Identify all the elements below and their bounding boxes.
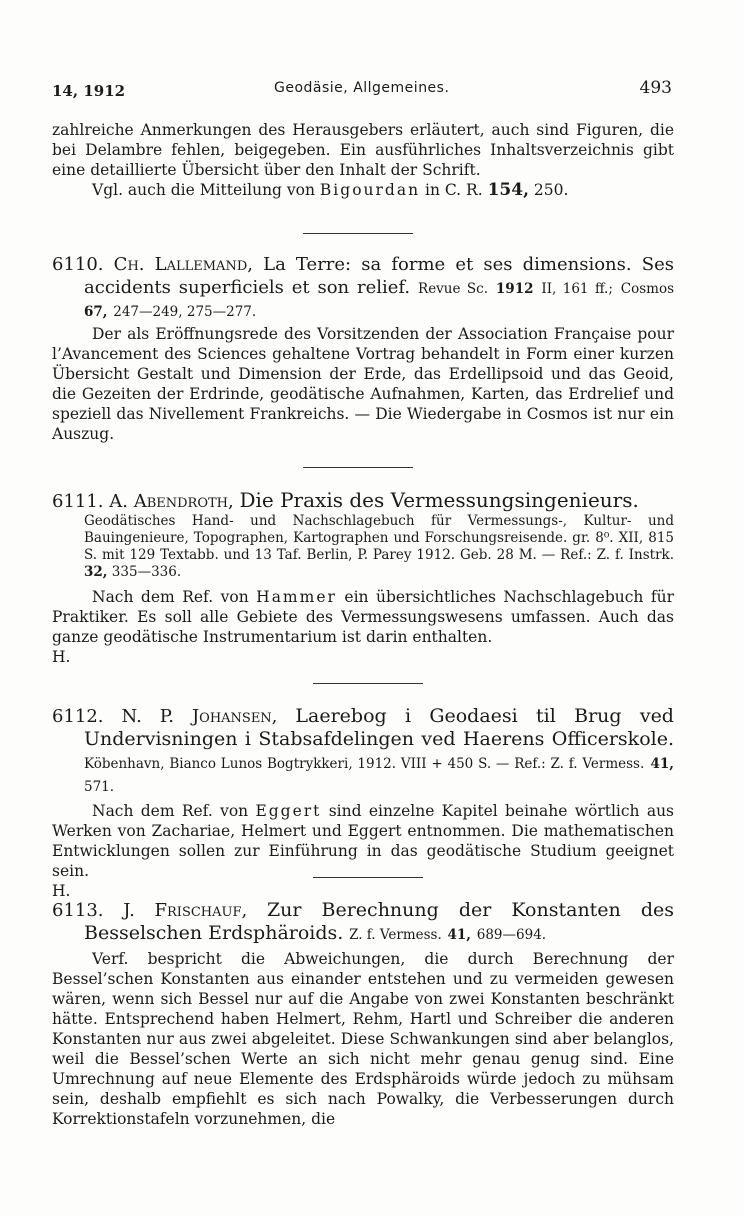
- see-also-line: Vgl. auch die Mitteilung von Bigourdan in C. R. 154, 250.: [92, 180, 569, 200]
- entry-heading: 6113. J. Frischauf, Zur Berechnung der Konstanten des Besselschen Erdsphäroids. Z. f. Vermess. 41, 689—694.: [52, 899, 674, 944]
- entry-6113: [52, 899, 674, 1129]
- entry-6111: [52, 489, 674, 667]
- person-name: Bigourdan: [319, 181, 421, 199]
- entry-heading: 6110. Ch. Lallemand, La Terre: sa forme et ses dimensions. Ses accidents superficiels et son relief. Revue Sc. 1912 II, 161 ff.; Cosmos 67, 247—249, 275—277.: [52, 254, 675, 320]
- reviewer-initial: H.: [52, 648, 71, 666]
- entry-body: Nach dem Ref. von Eggert sind einzelne Kapitel beinahe wörtlich aus Werken von Zachariae, Helmert und Eggert entnommen. Die mathematischen Entwicklungen sollen zur Einführung in das geodätische Studium geeignet sein.: [52, 802, 674, 880]
- reviewer-name: Eggert: [255, 802, 322, 820]
- entry-body: Der als Eröffnungsrede des Vorsitzenden der Association Française pour l’Avancement des Sciences gehaltene Vortrag behandelt in Form einer kurzen Übersicht Gestalt und Dimension der Erde, das Erdellipsoid und das Geoid, die Gezeiten der Erdrinde, geodätische Aufnahmen, Karten, das Erdrelief und speziell das Nivellement Frankreichs. — Die Wiedergabe in Cosmos ist nur ein Auszug.: [52, 325, 674, 443]
- page-number: 493: [639, 78, 672, 98]
- entry-number: 6113.: [52, 900, 104, 921]
- entry-author: J. Frischauf,: [123, 900, 248, 921]
- continuation-text: zahlreiche Anmerkungen des Herausgebers erläutert, auch sind Figuren, die bei Delambre fehlen, beigegeben. Ein ausführliches Inhaltsverzeichnis gibt eine detaillierte Übersicht über den Inhalt der Schrift.: [52, 121, 674, 179]
- entry-6110: [52, 253, 674, 444]
- separator-rule: [303, 467, 413, 468]
- entry-body: Nach dem Ref. von Hammer ein übersichtliches Nachschlagebuch für Praktiker. Es soll alle Gebiete des Vermessungswesens umfassen. Auch das ganze geodätische Instrumentarium ist darin enthalten.: [52, 588, 674, 646]
- separator-rule: [313, 877, 423, 878]
- section-title: Geodäsie, Allgemeines.: [274, 80, 450, 96]
- entry-title: La Terre: sa forme et ses dimensions. Ses accidents superficiels et son relief.: [84, 254, 674, 298]
- entry-heading: [52, 489, 674, 513]
- entry-body: Verf. bespricht die Abweichungen, die durch Berechnung der Bessel’schen Konstanten aus einander entstehen und zu vermeiden gewesen wären, wenn sich Bessel nur auf die Angabe von zwei Konstanten beschränkt hätte. Entsprechend haben Helmert, Rehm, Hartl und Schreiber die anderen Konstanten nur aus zwei abgeleitet. Diese Schwankungen sind aber belanglos, weil die Bessel’schen Werte an sich nicht mehr genau genug sind. Eine Umrechnung auf neue Elemente des Erdsphäroids würde jedoch zu mühsam sein, deshalb empfiehlt es sich nach Powalky, die Verbesserungen durch Korrektionstafeln vorzunehmen, die: [52, 950, 674, 1128]
- entry-number: 6110.: [52, 254, 104, 275]
- entry-number: 6112.: [52, 706, 104, 727]
- entry-heading: 6112. N. P. Johansen, Laerebog i Geodaesi til Brug ved Undervisningen i Stabsafdelingen ved Haerens Officerskole. Köbenhavn, Bianco Lunos Bogtrykkeri, 1912. VIII + 450 S. — Ref.: Z. f. Vermess. 41, 571.: [52, 705, 674, 795]
- entry-author: Ch. Lallemand,: [113, 254, 253, 275]
- reviewer-name: Hammer: [256, 588, 337, 606]
- entry-author: N. P. Johansen,: [121, 706, 278, 727]
- reviewer-initial: H.: [52, 882, 71, 900]
- entry-title: Die Praxis des Vermessungsingenieurs.: [239, 488, 639, 512]
- separator-rule: [313, 683, 423, 684]
- issue-number: 14, 1912: [52, 82, 126, 100]
- continuation-paragraph: [52, 120, 674, 200]
- entry-number: 6111.: [52, 491, 104, 512]
- entry-title: Laerebog i Geodaesi til Brug ved Undervisningen i Stabsafdelingen ved Haerens Officerskole.: [84, 705, 674, 750]
- entry-reference: Geodätisches Hand- und Nachschlagebuch für Vermessungs-, Kultur- und Bauingenieure, Topographen, Kartographen und Forschungsreisende. gr. 8⁰. XII, 815 S. mit 129 Textabb. und 13 Taf. Berlin, P. Parey 1912. Geb. 28 M. — Ref.: Z. f. Instrk. 32, 335—336.: [84, 513, 674, 580]
- separator-rule: [303, 233, 413, 234]
- running-header: [52, 78, 672, 102]
- entry-author: A. Abendroth,: [109, 491, 234, 512]
- entry-title: Zur Berechnung der Konstanten des Besselschen Erdsphäroids.: [84, 899, 674, 944]
- entry-6112: [52, 705, 674, 901]
